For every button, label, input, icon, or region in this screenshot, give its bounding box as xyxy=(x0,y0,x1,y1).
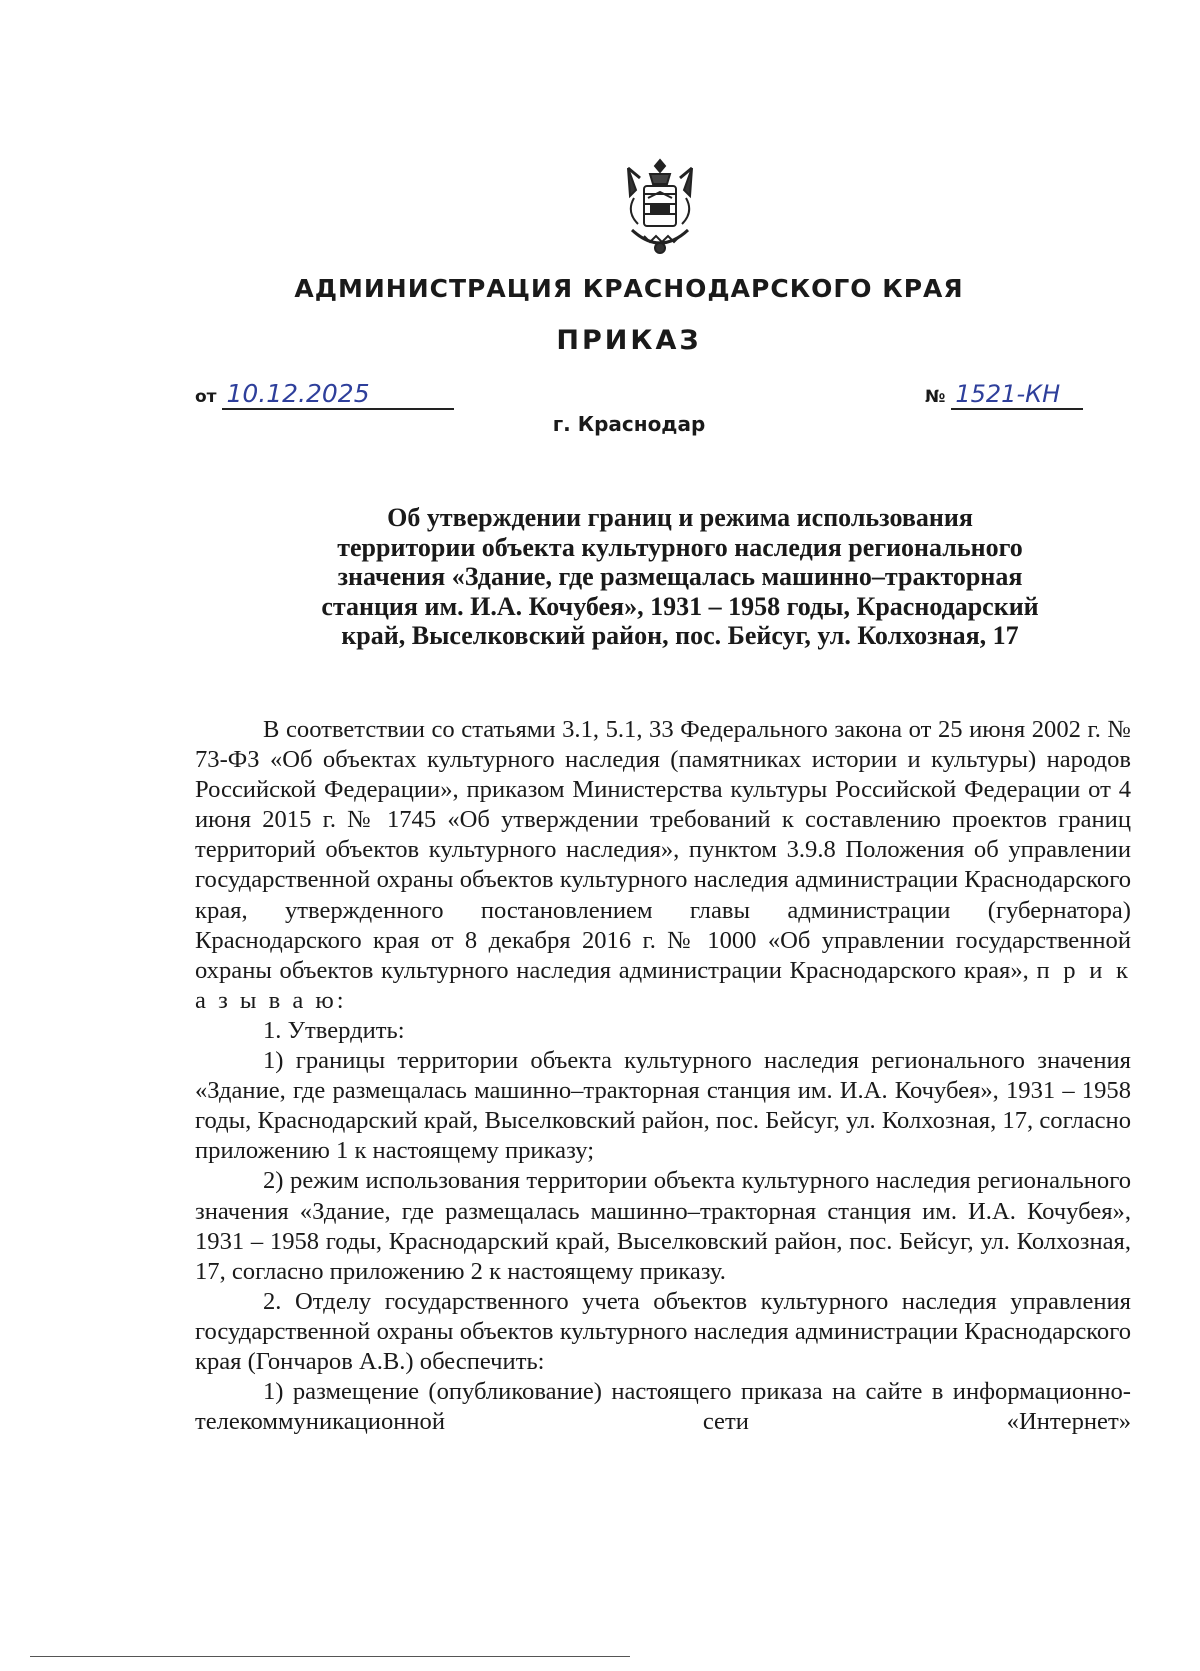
handwritten-number: 1521-КН xyxy=(951,380,1083,410)
clause-2-1: 1) размещение (опубликование) настоящего приказа на сайте в информационно-телекоммуникационной сети «Интернет» xyxy=(195,1378,1131,1436)
document-body xyxy=(195,715,1131,1437)
city-line: г. Краснодар xyxy=(552,412,706,436)
clause-1: 1. Утвердить: xyxy=(263,1016,405,1044)
number-line xyxy=(925,380,1083,410)
preamble-paragraph xyxy=(195,715,1131,1016)
clause-1-2: 2) режим использования территории объекта культурного наследия регионального значения «Здание, где размещалась машинно–тракторная станция им. И.А. Кочубея», 1931 – 1958 годы, Краснодарский край, Выселковский район, пос. Бейсуг, ул. Колхозная, 17, согласно приложению 2 к настоящему приказу. xyxy=(195,1167,1131,1285)
clause-1-1: 1) границы территории объекта культурного наследия регионального значения «Здание, где размещалась машинно–тракторная станция им. И.А. Кочубея», 1931 – 1958 годы, Краснодарский край, Выселковский район, пос. Бейсуг, ул. Колхозная, 17, согласно приложению 1 к настоящему приказу; xyxy=(195,1047,1131,1165)
order-word: п р и к а з ы в а ю: xyxy=(195,956,1132,1014)
organization-title: АДМИНИСТРАЦИЯ КРАСНОДАРСКОГО КРАЯ xyxy=(294,274,964,303)
document-type: ПРИКАЗ xyxy=(556,325,702,356)
coat-of-arms-emblem xyxy=(620,158,700,256)
handwritten-date: 10.12.2025 xyxy=(222,380,454,410)
document-heading: Об утверждении границ и режима использования территории объекта культурного наследия регионального значения «Здание, где размещалась машинно–тракторная станция им. И.А. Кочубея», 1931 – 1958 годы, Краснодарский край, Выселковский район, пос. Бейсуг, ул. Колхозная, 17 xyxy=(321,503,1039,651)
date-prefix: от xyxy=(195,387,217,407)
number-prefix: № xyxy=(925,387,946,407)
footer-divider xyxy=(30,1656,630,1657)
preamble-text: В соответствии со статьями 3.1, 5.1, 33 Федерального закона от 25 июня 2002 г. № 73-ФЗ «Об объектах культурного наследия (памятниках истории и культуры) народов Российской Федерации», приказом Министерства культуры Российской Федерации от 4 июня 2015 г. № 1745 «Об утверждении требований к составлению проектов границ территорий объектов культурного наследия», пунктом 3.9.8 Положения об управлении государственной охраны объектов культурного наследия администрации Краснодарского края, утвержденного постановлением главы администрации (губернатора) Краснодарского края от 8 декабря 2016 г. № 1000 «Об управлении государственной охраны объектов культурного наследия администрации Краснодарского края», xyxy=(195,716,1131,984)
clause-2: 2. Отделу государственного учета объектов культурного наследия управления государственной охраны объектов культурного наследия администрации Краснодарского края (Гончаров А.В.) обеспечить: xyxy=(195,1287,1131,1375)
date-line xyxy=(195,380,454,410)
